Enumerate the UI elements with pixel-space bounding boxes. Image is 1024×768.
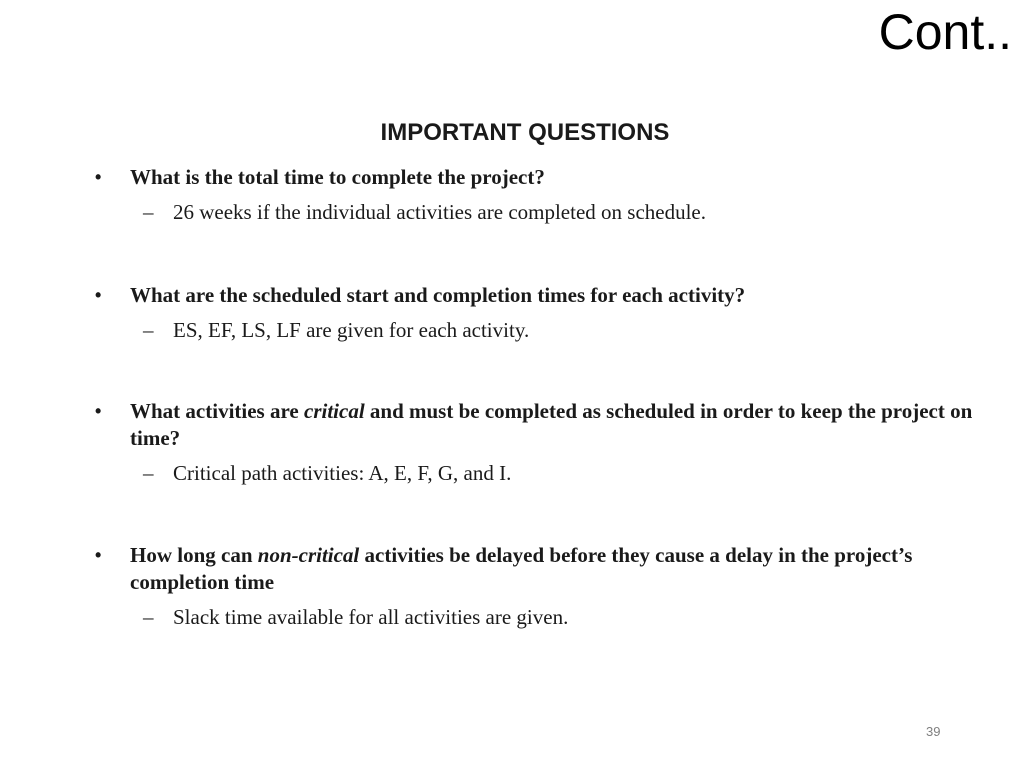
section-heading: IMPORTANT QUESTIONS — [380, 119, 670, 146]
question-row — [0, 542, 1024, 596]
answer-row — [0, 317, 1024, 344]
question-row — [0, 164, 1024, 191]
answer-row — [0, 604, 1024, 631]
question-text: How long can non-critical activities be delayed before they cause a delay in the project’s completion time — [130, 543, 913, 594]
dash-icon: – — [143, 461, 154, 485]
answer-text: 26 weeks if the individual activities are completed on schedule. — [173, 200, 706, 224]
question-row — [0, 398, 1024, 452]
bullet-icon: • — [95, 285, 102, 305]
answer-text: Slack time available for all activities are given. — [173, 605, 569, 629]
question-row — [0, 282, 1024, 309]
question-block-2 — [0, 282, 1024, 344]
question-text: What is the total time to complete the project? — [130, 165, 545, 189]
answer-row — [0, 199, 1024, 226]
answer-text: Critical path activities: A, E, F, G, and I. — [173, 461, 512, 485]
bullet-icon: • — [95, 401, 102, 421]
answer-text: ES, EF, LS, LF are given for each activity. — [173, 318, 530, 342]
question-text: What activities are critical and must be completed as scheduled in order to keep the project on time? — [130, 399, 973, 450]
bullet-icon: • — [95, 545, 102, 565]
page-number: 39 — [926, 724, 941, 739]
question-block-1 — [0, 164, 1024, 226]
emphasis-critical: critical — [304, 399, 365, 423]
question-block-4 — [0, 542, 1024, 631]
dash-icon: – — [143, 200, 154, 224]
slide-title: Cont.. — [878, 4, 1012, 60]
answer-row — [0, 460, 1024, 487]
emphasis-non-critical: non-critical — [257, 543, 360, 567]
dash-icon: – — [143, 318, 154, 342]
question-text: What are the scheduled start and completion times for each activity? — [130, 283, 746, 307]
dash-icon: – — [143, 605, 154, 629]
bullet-icon: • — [95, 167, 102, 187]
question-block-3 — [0, 398, 1024, 487]
